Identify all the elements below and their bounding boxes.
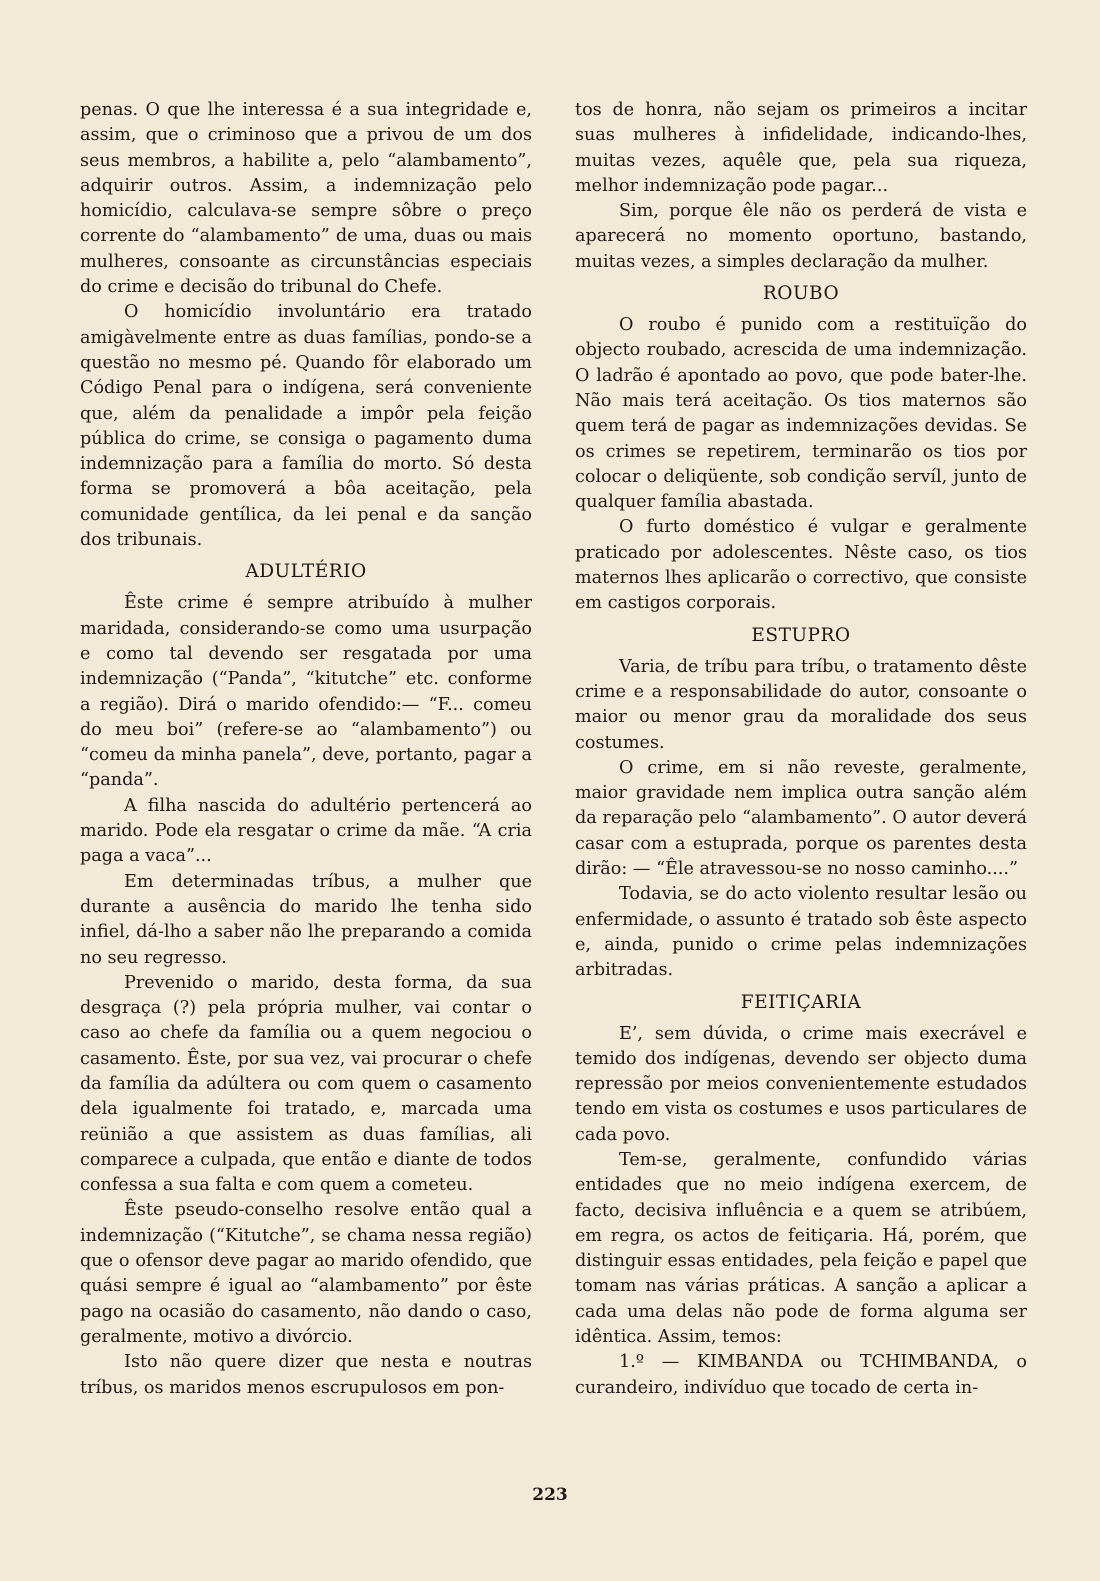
paragraph: Isto não quere dizer que nesta e noutras tríbus, os maridos menos escrupulosos em pon- bbox=[80, 1352, 532, 1398]
paragraph: Em determinadas tríbus, a mulher que durante a ausência do marido lhe tenha sido infiel, dá-lho a saber não lhe preparando a comida no seu regresso. bbox=[80, 871, 532, 968]
paragraph: Tem-se, geralmente, confundido várias entidades que no meio indígena exercem, de facto, decisiva influência e a quem se atribúem, em regra, os actos de feitiçaria. Há, porém, que distinguir essas entidades, pela feição e papel que tomam nas várias práticas. A sanção a aplicar a cada uma delas não pode de forma alguma ser idêntica. Assim, temos: bbox=[575, 1149, 1027, 1348]
page-number: 223 bbox=[532, 1485, 568, 1505]
paragraph: Êste crime é sempre atribuído à mulher maridada, considerando-se como uma usurpação e como tal devendo ser resgatada por uma indemnização (“Panda”, “kitutche” etc. conforme a região). Dirá o marido ofendido:— “F... comeu do meu boi” (refere-se ao “alambamento”) ou “comeu da minha panela”, deve, portanto, pagar a “panda”. bbox=[80, 593, 532, 791]
paragraph: Prevenido o marido, desta forma, da sua desgraça (?) pela própria mulher, vai contar o caso ao chefe da família ou a quem negociou o casamento. Êste, por sua vez, vai procurar o chefe da família da adúltera ou com quem o casamento dela igualmente foi tratado, e, marcada uma reünião a que assistem as duas famílias, ali comparece a culpada, que então e diante de todos confessa a sua falta e com quem a cometeu. bbox=[80, 972, 532, 1196]
section-heading-roubo: ROUBO bbox=[762, 283, 840, 305]
paragraph: Sim, porque êle não os perderá de vista e aparecerá no momento oportuno, bastando, muitas vezes, a simples declaração da mulher. bbox=[575, 201, 1027, 272]
right-column bbox=[575, 98, 1027, 1401]
paragraph: A filha nascida do adultério pertencerá ao marido. Pode ela resgatar o crime da mãe. “A cria paga a vaca”... bbox=[80, 795, 532, 867]
paragraph: E’, sem dúvida, o crime mais execrável e temido dos indígenas, devendo ser objecto duma repressão por meios convenientemente estudados tendo em vista os costumes e usos particulares de cada povo. bbox=[575, 1023, 1027, 1145]
section-heading-estupro: ESTUPRO bbox=[751, 624, 851, 646]
paragraph: penas. O que lhe interessa é a sua integridade e, assim, que o criminoso que a privou de um dos seus membros, a habilite a, pelo “alambamento”, adquirir outros. Assim, a indemnização pelo homicídio, calculava-se sempre sôbre o preço corrente do “alambamento” de uma, duas ou mais mulheres, consoante as circunstâncias especiais do crime e decisão do tribunal do Chefe. bbox=[80, 100, 532, 298]
paragraph: Êste pseudo-conselho resolve então qual a indemnização (“Kitutche”, se chama nessa região) que o ofensor deve pagar ao marido ofendido, que quási sempre é igual ao “alambamento” por êste pago na ocasião do casamento, não dando o caso, geralmente, motivo a divórcio. bbox=[80, 1200, 532, 1347]
section-heading-feiticaria: FEITIÇARIA bbox=[740, 991, 862, 1013]
left-column bbox=[80, 98, 532, 1401]
paragraph: Todavia, se do acto violento resultar lesão ou enfermidade, o assunto é tratado sob êste aspecto e, ainda, punido o crime pelas indemnizações arbitradas. bbox=[575, 884, 1027, 981]
paragraph: O furto doméstico é vulgar e geralmente praticado por adolescentes. Nêste caso, os tios maternos lhes aplicarão o correctivo, que consiste em castigos corporais. bbox=[575, 517, 1027, 614]
paragraph: O crime, em si não reveste, geralmente, maior gravidade nem implica outra sanção além da reparação pelo “alambamento”. O autor deverá casar com a estuprada, porque os parentes desta dirão: — “Êle atravessou-se no nosso caminho....” bbox=[575, 757, 1027, 880]
paragraph: O roubo é punido com a restituïção do objecto roubado, acrescida de uma indemnização. O ladrão é apontado ao povo, que pode bater-lhe. Não mais terá aceitação. Os tios maternos são quem terá de pagar as indemnizações devidas. Se os crimes se repetirem, terminarão os tios por colocar o deliqüente, sob condição servíl, junto de qualquer família abastada. bbox=[575, 315, 1027, 513]
paragraph: O homicídio involuntário era tratado amigàvelmente entre as duas famílias, pondo-se a questão no mesmo pé. Quando fôr elaborado um Código Penal para o indígena, será conveniente que, além da penalidade a impôr pela feição pública do crime, se consiga o pagamento duma indemnização para a família do morto. Só desta forma se promoverá a bôa aceitação, pela comunidade gentílica, da lei penal e da sanção dos tribunais. bbox=[80, 302, 532, 551]
paragraph: tos de honra, não sejam os primeiros a incitar suas mulheres à infidelidade, indicando-lhes, muitas vezes, aquêle que, pela sua riqueza, melhor indemnização pode pagar... bbox=[575, 100, 1027, 196]
paragraph: 1.º — KIMBANDA ou TCHIMBANDA, o curandeiro, indivíduo que tocado de certa in- bbox=[575, 1352, 1027, 1398]
section-heading-adulterio: ADULTÉRIO bbox=[245, 561, 367, 583]
paragraph: Varia, de tríbu para tríbu, o tratamento dêste crime e a responsabilidade do autor, consoante o maior ou menor grau da moralidade dos seus costumes. bbox=[575, 656, 1027, 753]
